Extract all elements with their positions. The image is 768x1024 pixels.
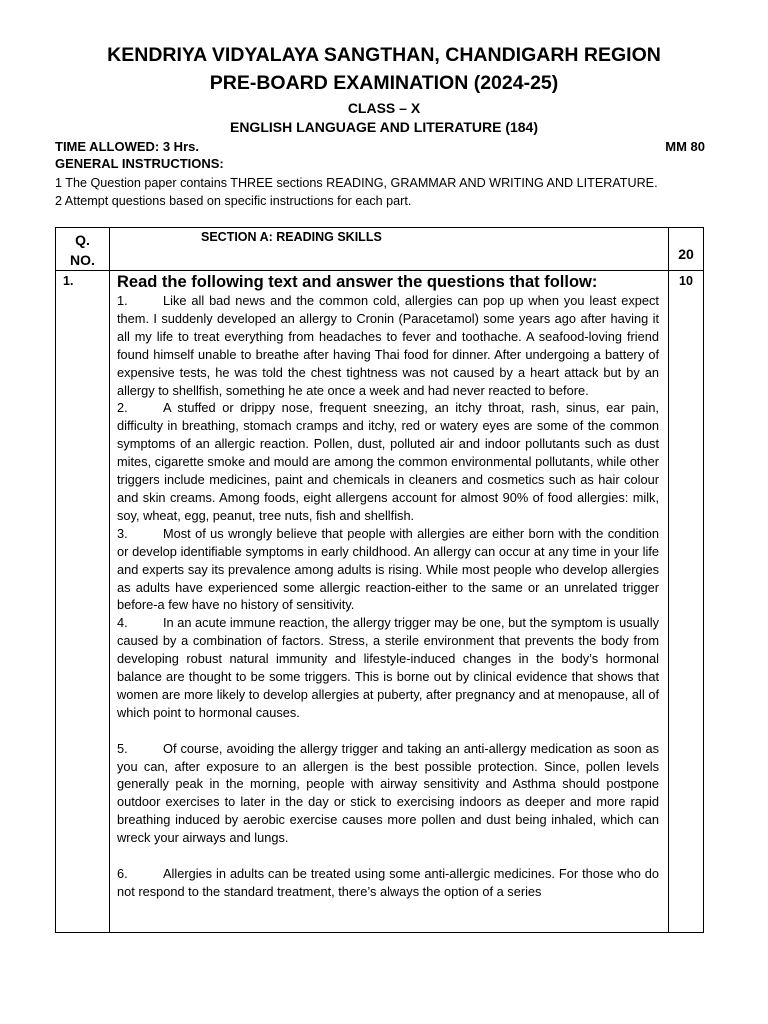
qno-header-line1: Q. xyxy=(75,232,90,248)
section-title: SECTION A: READING SKILLS xyxy=(110,228,669,271)
time-allowed: TIME ALLOWED: 3 Hrs. xyxy=(55,139,199,154)
max-marks: MM 80 xyxy=(665,139,705,154)
question-heading: Read the following text and answer the questions that follow: xyxy=(117,273,598,291)
school-title: KENDRIYA VIDYALAYA SANGTHAN, CHANDIGARH REGION xyxy=(107,44,661,66)
question-content xyxy=(110,271,669,933)
question-table xyxy=(55,227,704,933)
subject-title: ENGLISH LANGUAGE AND LITERATURE (184) xyxy=(229,119,538,135)
section-marks: 20 xyxy=(669,228,704,271)
qno-header-line2: NO. xyxy=(70,252,95,268)
passage-paragraph: 5. Of course, avoiding the allergy trigger and taking an anti-allergy medication as soon as you can, after exposure to an allergen is the best possible protection. Since, pollen levels generally peak in the morning, people with airway sensitivity and Asthma should postpone outdoor exercises to later in the day or stick to exercising indoors as deeper and more rapid breathing induced by aerobic exercise causes more pollen and dust being inhaled, which can wreck your airways and lungs. xyxy=(117,740,659,846)
instruction-1: 1 The Question paper contains THREE sections READING, GRAMMAR AND WRITING AND LITERATURE. xyxy=(55,176,658,190)
instructions-title: GENERAL INSTRUCTIONS: xyxy=(55,156,224,171)
question-marks: 10 xyxy=(669,271,704,933)
class-title: CLASS – X xyxy=(347,100,421,116)
qno-header xyxy=(56,228,110,271)
passage-paragraph: 4. In an acute immune reaction, the allergy trigger may be one, but the symptom is usually caused by a combination of factors. Stress, a sterile environment that prevents the body from developing robust natural immunity and lifestyle-induced changes in the body’s hormonal balance are thought to be some triggers. This is borne out by clinical evidence that shows that women are more likely to develop allergies at puberty, after pregnancy and at menopause, all of which point to hormonal causes. xyxy=(117,615,659,720)
passage-paragraph: 3. Most of us wrongly believe that people with allergies are either born with the condition or develop identifiable symptoms in early childhood. An allergy can occur at any time in your life and experts say its prevalence among adults is rising. While most people who develop allergies as adults have experienced some allergic reaction-either to the same or an unrelated trigger before-a few have no history of sensitivity. xyxy=(117,525,659,613)
instruction-2: 2 Attempt questions based on specific instructions for each part. xyxy=(55,194,412,208)
passage-paragraph: 2. A stuffed or drippy nose, frequent sneezing, an itchy throat, rash, sinus, ear pain, difficulty in breathing, stomach cramps and itchy, red or watery eyes are some of the common symptoms of an allergic reaction. Pollen, dust, polluted air and indoor pollutants such as dust mites, cigarette smoke and mould are among the common environmental pollutants, while other triggers include medicines, paint and chemicals in cleaners and cosmetics such as hair colour and skin creams. Among foods, eight allergens account for almost 90% of food allergies: milk, soy, wheat, egg, peanut, tree nuts, fish and shellfish. xyxy=(117,400,659,523)
exam-title: PRE-BOARD EXAMINATION (2024-25) xyxy=(209,72,559,94)
passage-paragraph: 6. Allergies in adults can be treated using some anti-allergic medicines. For those who do not respond to the standard treatment, there’s always the option of a series xyxy=(117,865,659,899)
question-number: 1. xyxy=(56,271,110,933)
passage-paragraph: 1. Like all bad news and the common cold, allergies can pop up when you least expect them. I suddenly developed an allergy to Cronin (Paracetamol) some years ago after having it all my life to treat everything from headaches to fever and toothache. A seafood-loving friend found himself unable to breathe after having Thai food for dinner. After undergoing a battery of expensive tests, he was told the chest tightness was not caused by a heart attack but by an allergy to shellfish, something he ate once a week and had never reacted to before. xyxy=(117,293,659,398)
